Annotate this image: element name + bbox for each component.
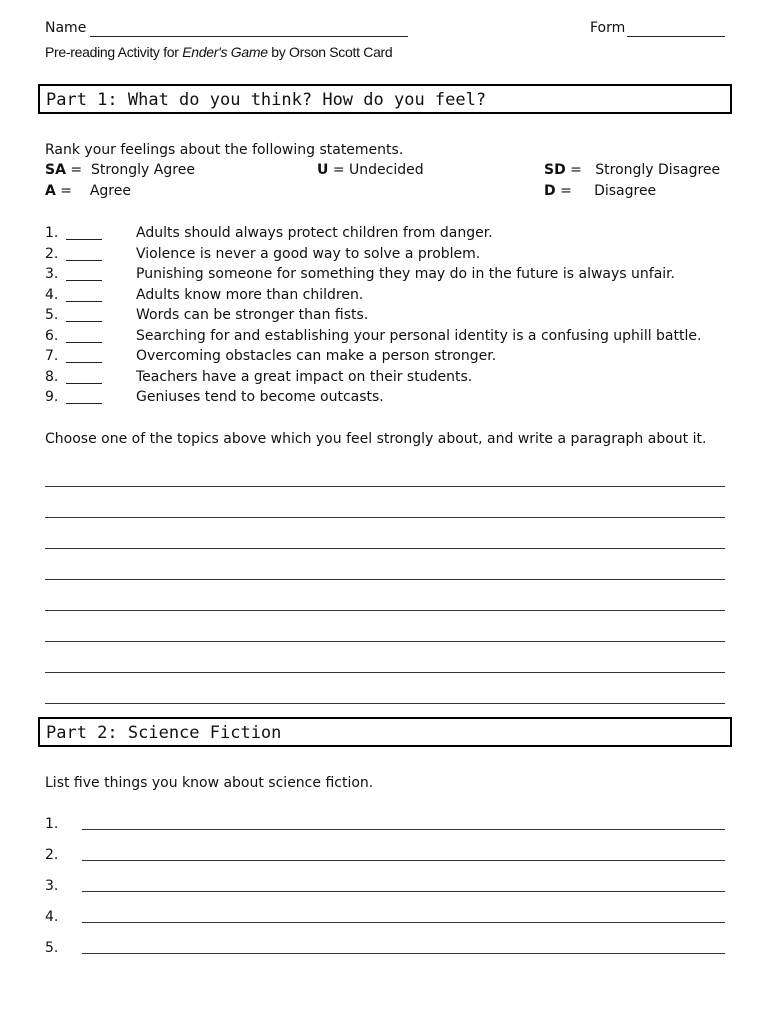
- legend-code: A: [45, 183, 56, 199]
- form-field[interactable]: [627, 36, 725, 37]
- writing-line[interactable]: [45, 486, 725, 487]
- legend-code: SA: [45, 162, 66, 178]
- list-answer-line[interactable]: [82, 829, 725, 830]
- legend-meaning: Strongly Agree: [91, 162, 195, 178]
- part2-title: Part 2: Science Fiction: [38, 717, 732, 747]
- legend-sep: =: [328, 162, 350, 178]
- writing-line[interactable]: [45, 517, 725, 518]
- statement-text: Violence is never a good way to solve a problem.: [136, 245, 481, 262]
- legend-item: [544, 183, 656, 199]
- rank-blank[interactable]: [66, 239, 102, 240]
- statement-text: Punishing someone for something they may do in the future is always unfair.: [136, 266, 676, 282]
- paragraph-prompt: Choose one of the topics above which you feel strongly about, and write a paragraph about it.: [45, 431, 707, 447]
- part1-title: Part 1: What do you think? How do you feel?: [38, 84, 732, 114]
- statement-number: 3.: [45, 266, 59, 282]
- statement-number: 4.: [45, 286, 59, 303]
- rank-blank[interactable]: [66, 342, 102, 343]
- part2-instructions: List five things you know about science fiction.: [45, 775, 374, 791]
- form-label: Form: [590, 20, 626, 36]
- list-number: 3.: [45, 878, 59, 894]
- statement-number: 2.: [45, 245, 59, 262]
- statement-text: Overcoming obstacles can make a person stronger.: [136, 348, 497, 364]
- writing-line[interactable]: [45, 579, 725, 580]
- list-answer-line[interactable]: [82, 891, 725, 892]
- legend-item: [317, 162, 424, 178]
- statement-text: Geniuses tend to become outcasts.: [136, 389, 384, 405]
- statement-number: 1.: [45, 225, 59, 241]
- list-number: 4.: [45, 909, 59, 925]
- legend-code: SD: [544, 162, 566, 178]
- legend-meaning: Agree: [89, 183, 131, 199]
- legend-item: [45, 183, 131, 199]
- rank-blank[interactable]: [66, 260, 102, 261]
- writing-line[interactable]: [45, 672, 725, 673]
- statement-number: 9.: [45, 389, 59, 405]
- legend-code: U: [317, 162, 329, 178]
- name-label: Name: [45, 20, 87, 36]
- legend-item: [544, 162, 720, 178]
- writing-line[interactable]: [45, 703, 725, 704]
- legend-sep: =: [55, 183, 90, 199]
- statement-text: Searching for and establishing your personal identity is a confusing uphill battle.: [136, 327, 702, 344]
- legend-sep: =: [555, 183, 595, 199]
- statement-number: 8.: [45, 368, 59, 385]
- name-field[interactable]: [90, 36, 408, 37]
- rank-blank[interactable]: [66, 321, 102, 322]
- writing-line[interactable]: [45, 641, 725, 642]
- writing-line[interactable]: [45, 548, 725, 549]
- list-number: 2.: [45, 847, 59, 863]
- legend-code: D: [544, 183, 556, 199]
- statement-text: Adults know more than children.: [136, 286, 364, 303]
- legend-sep: =: [565, 162, 596, 178]
- legend-item: [45, 162, 195, 178]
- part1-instructions: Rank your feelings about the following statements.: [45, 142, 404, 158]
- legend-sep: =: [65, 162, 92, 178]
- list-answer-line[interactable]: [82, 953, 725, 954]
- rank-blank[interactable]: [66, 301, 102, 302]
- list-answer-line[interactable]: [82, 860, 725, 861]
- list-number: 5.: [45, 940, 59, 956]
- statement-number: 7.: [45, 348, 59, 364]
- rank-blank[interactable]: [66, 403, 102, 404]
- writing-line[interactable]: [45, 610, 725, 611]
- page-subtitle: Pre-reading Activity for Ender's Game by Orson Scott Card: [45, 44, 393, 60]
- statement-text: Adults should always protect children from danger.: [136, 225, 493, 241]
- statement-number: 5.: [45, 307, 59, 323]
- statement-text: Teachers have a great impact on their students.: [136, 368, 473, 385]
- list-number: 1.: [45, 816, 59, 832]
- statement-text: Words can be stronger than fists.: [136, 307, 369, 323]
- legend-meaning: Strongly Disagree: [595, 162, 721, 178]
- rank-blank[interactable]: [66, 383, 102, 384]
- list-answer-line[interactable]: [82, 922, 725, 923]
- rank-blank[interactable]: [66, 280, 102, 281]
- rank-blank[interactable]: [66, 362, 102, 363]
- legend-meaning: Disagree: [594, 183, 657, 199]
- statement-number: 6.: [45, 327, 59, 344]
- legend-meaning: Undecided: [349, 162, 424, 178]
